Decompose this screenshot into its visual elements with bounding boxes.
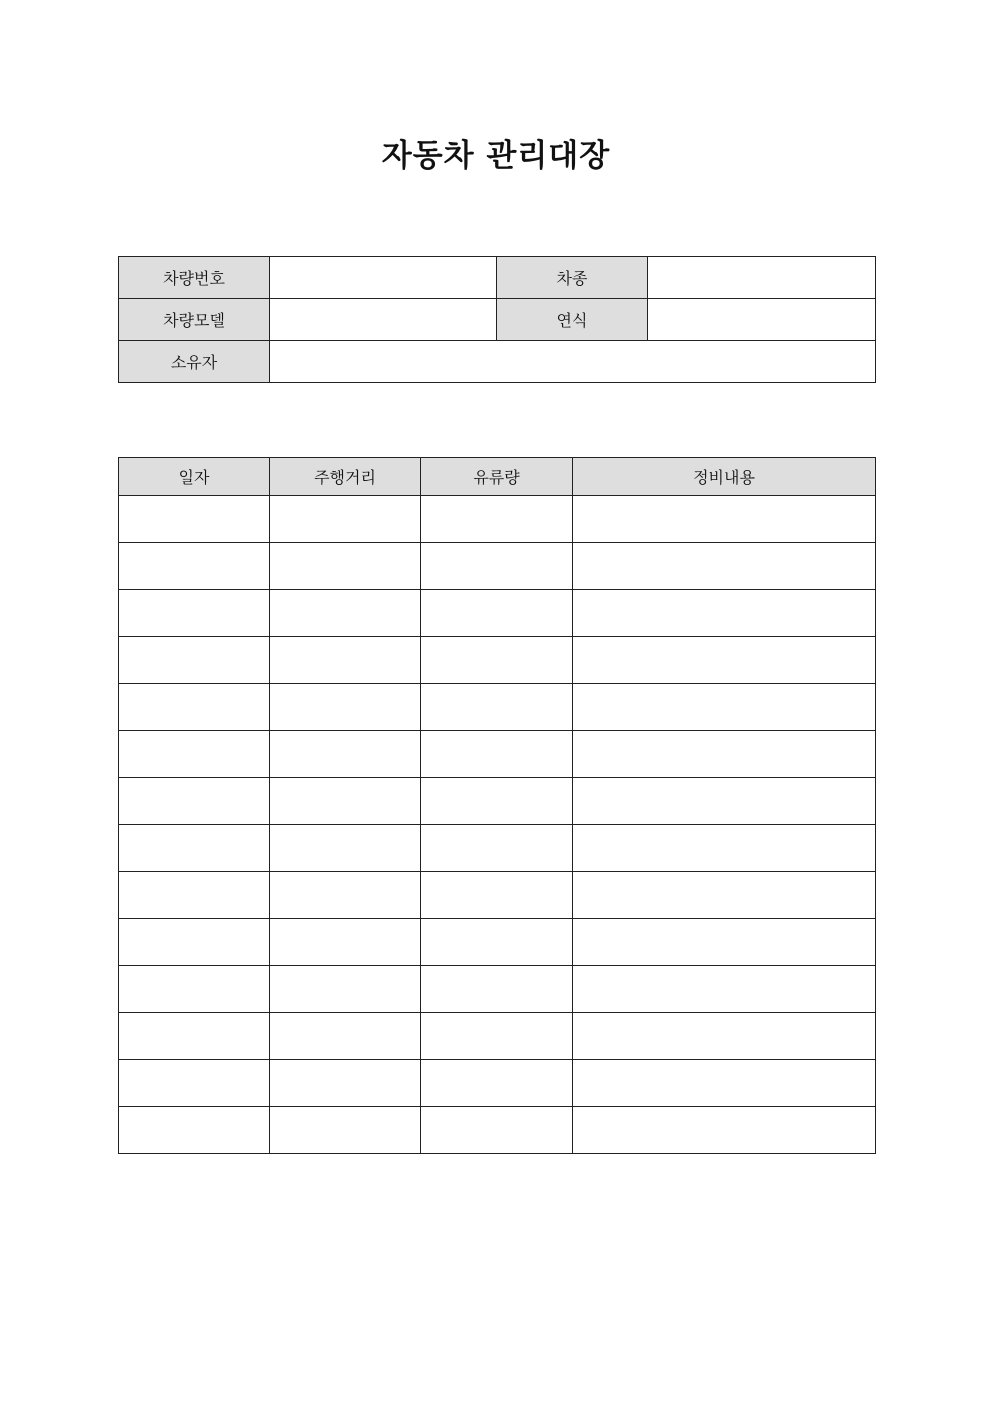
fuel-amount-cell[interactable] [421,966,573,1013]
mileage-column-header: 주행거리 [270,458,421,496]
mileage-cell[interactable] [270,496,421,543]
maintenance-details-cell[interactable] [573,731,876,778]
fuel-amount-cell[interactable] [421,496,573,543]
table-row [119,1013,876,1060]
mileage-cell[interactable] [270,637,421,684]
mileage-cell[interactable] [270,825,421,872]
maintenance-details-cell[interactable] [573,1107,876,1154]
maintenance-details-cell[interactable] [573,966,876,1013]
fuel-amount-cell[interactable] [421,731,573,778]
table-row [119,825,876,872]
mileage-cell[interactable] [270,1013,421,1060]
fuel-amount-column-header: 유류량 [421,458,573,496]
date-cell[interactable] [119,1060,270,1107]
plate-number-field[interactable] [270,257,497,299]
plate-number-label: 차량번호 [119,257,270,299]
fuel-amount-cell[interactable] [421,1107,573,1154]
vehicle-model-field[interactable] [270,299,497,341]
vehicle-type-label: 차종 [497,257,648,299]
table-row [119,496,876,543]
log-header-row [119,458,876,496]
date-cell[interactable] [119,590,270,637]
fuel-amount-cell[interactable] [421,872,573,919]
date-cell[interactable] [119,1107,270,1154]
mileage-cell[interactable] [270,966,421,1013]
maintenance-details-cell[interactable] [573,684,876,731]
maintenance-details-cell[interactable] [573,543,876,590]
table-row [119,919,876,966]
date-cell[interactable] [119,496,270,543]
table-row [119,778,876,825]
date-cell[interactable] [119,872,270,919]
fuel-amount-cell[interactable] [421,778,573,825]
fuel-amount-cell[interactable] [421,590,573,637]
model-year-label: 연식 [497,299,648,341]
maintenance-details-cell[interactable] [573,825,876,872]
table-row [119,731,876,778]
vehicle-model-label: 차량모델 [119,299,270,341]
mileage-cell[interactable] [270,731,421,778]
mileage-cell[interactable] [270,919,421,966]
date-cell[interactable] [119,543,270,590]
date-cell[interactable] [119,966,270,1013]
date-cell[interactable] [119,825,270,872]
vehicle-info-row-3 [119,341,876,383]
maintenance-details-column-header: 정비내용 [573,458,876,496]
maintenance-details-cell[interactable] [573,872,876,919]
maintenance-details-cell[interactable] [573,496,876,543]
mileage-cell[interactable] [270,543,421,590]
fuel-amount-cell[interactable] [421,919,573,966]
table-row [119,1107,876,1154]
model-year-field[interactable] [648,299,876,341]
owner-field[interactable] [270,341,876,383]
maintenance-details-cell[interactable] [573,1013,876,1060]
fuel-amount-cell[interactable] [421,1013,573,1060]
table-row [119,590,876,637]
maintenance-details-cell[interactable] [573,778,876,825]
table-row [119,543,876,590]
maintenance-details-cell[interactable] [573,590,876,637]
fuel-amount-cell[interactable] [421,1060,573,1107]
mileage-cell[interactable] [270,1107,421,1154]
log-table-body [119,496,876,1154]
date-cell[interactable] [119,684,270,731]
mileage-cell[interactable] [270,684,421,731]
date-cell[interactable] [119,919,270,966]
mileage-cell[interactable] [270,1060,421,1107]
fuel-amount-cell[interactable] [421,637,573,684]
table-row [119,684,876,731]
table-row [119,1060,876,1107]
table-row [119,966,876,1013]
date-cell[interactable] [119,1013,270,1060]
owner-label: 소유자 [119,341,270,383]
mileage-cell[interactable] [270,872,421,919]
fuel-amount-cell[interactable] [421,684,573,731]
date-cell[interactable] [119,637,270,684]
maintenance-details-cell[interactable] [573,637,876,684]
vehicle-type-field[interactable] [648,257,876,299]
table-row [119,872,876,919]
vehicle-info-row-1 [119,257,876,299]
page-title: 자동차 관리대장 [381,138,611,174]
mileage-cell[interactable] [270,590,421,637]
date-column-header: 일자 [119,458,270,496]
maintenance-details-cell[interactable] [573,919,876,966]
maintenance-details-cell[interactable] [573,1060,876,1107]
date-cell[interactable] [119,778,270,825]
fuel-amount-cell[interactable] [421,825,573,872]
vehicle-info-row-2 [119,299,876,341]
table-row [119,637,876,684]
fuel-amount-cell[interactable] [421,543,573,590]
maintenance-log-table [118,457,876,1154]
mileage-cell[interactable] [270,778,421,825]
vehicle-info-table [118,256,876,383]
date-cell[interactable] [119,731,270,778]
